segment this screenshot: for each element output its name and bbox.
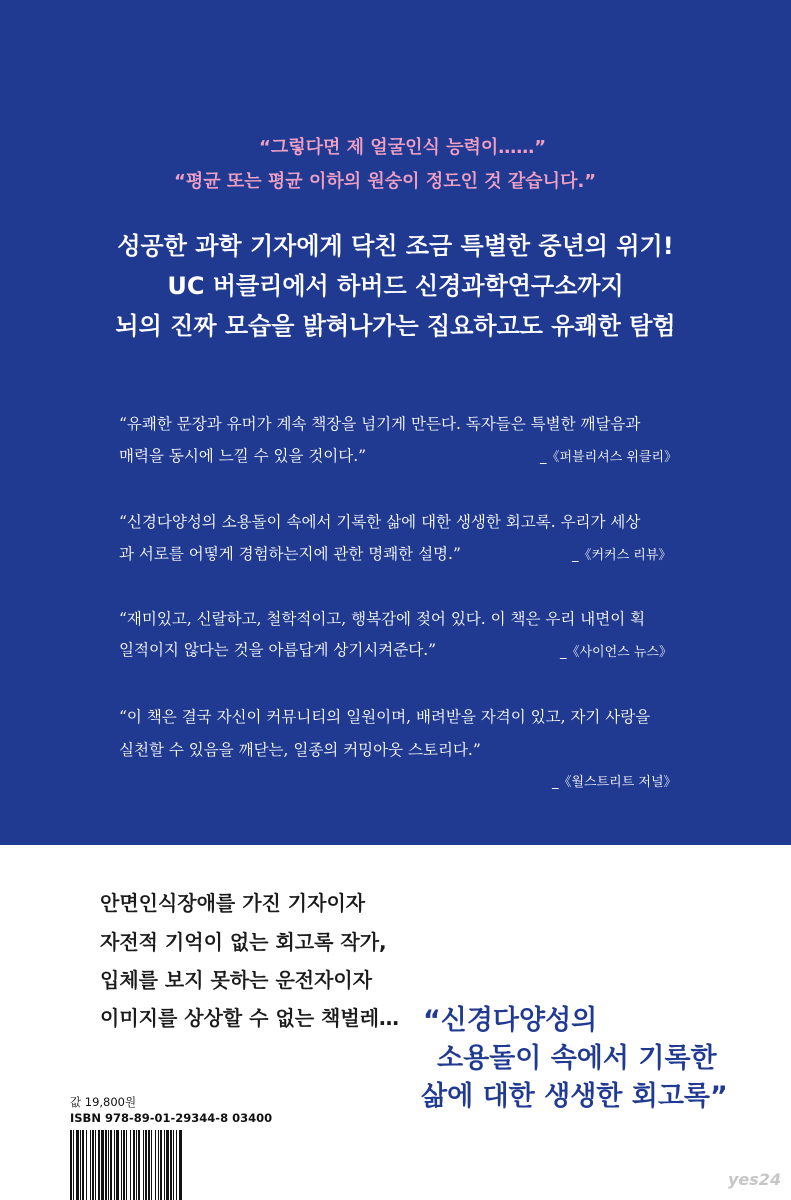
review-text-line: 실천할 수 있음을 깨닫는, 일종의 커밍아웃 스토리다.” xyxy=(119,741,481,759)
intro-line-1: 안면인식장애를 가진 기자이자 xyxy=(100,891,366,915)
pull-quote-line-1: “신경다양성의 xyxy=(423,1005,598,1036)
headline-line-2: UC 버클리에서 하버드 신경과학연구소까지 xyxy=(167,272,624,300)
review-text-line: 과 서로를 어떻게 경험하는지에 관한 명쾌한 설명.” xyxy=(119,545,461,563)
review-source: _《월스트리트 저널》 xyxy=(552,775,677,790)
barcode-space xyxy=(182,1130,183,1200)
review-source: _《사이언스 뉴스》 xyxy=(560,645,672,660)
review-source: _《퍼블리셔스 위클리》 xyxy=(540,450,678,465)
intro-line-3: 입체를 보지 못하는 운전자이자 xyxy=(100,968,373,992)
review-source: _《커커스 리뷰》 xyxy=(572,548,672,563)
yes24-watermark-logo: yes24 xyxy=(728,1170,782,1189)
review-text-line: “유쾌한 문장과 유머가 계속 책장을 넘기게 만든다. 독자들은 특별한 깨달음과 xyxy=(119,415,641,433)
top-quote-line-1: “그렇다면 제 얼굴인식 능력이……” xyxy=(259,137,547,158)
isbn-label: ISBN 978-89-01-29344-8 03400 xyxy=(70,1111,273,1125)
intro-line-4: 이미지를 상상할 수 없는 책벌레… xyxy=(100,1006,400,1030)
price-label: 값 19,800원 xyxy=(70,1095,137,1109)
review-text-line: 일적이지 않다는 것을 아름답게 상기시켜준다.” xyxy=(119,641,437,659)
top-quote-line-2: “평균 또는 평균 이하의 원숭이 정도인 것 같습니다.” xyxy=(174,171,597,192)
review-text-line: “재미있고, 신랄하고, 철학적이고, 행복감에 젖어 있다. 이 책은 우리 내면이 획 xyxy=(119,610,646,628)
pull-quote-line-2: 소용돌이 속에서 기록한 xyxy=(437,1043,717,1074)
pull-quote-line-3: 삶에 대한 생생한 회고록” xyxy=(421,1081,728,1112)
headline-line-1: 성공한 과학 기자에게 닥친 조금 특별한 중년의 위기! xyxy=(117,232,674,260)
review-text-line: “이 책은 결국 자신이 커뮤니티의 일원이며, 배려받을 자격이 있고, 자기 사랑을 xyxy=(119,708,651,726)
intro-line-2: 자전적 기억이 없는 회고록 작가, xyxy=(100,930,387,954)
barcode xyxy=(70,1130,285,1200)
review-text-line: 매력을 동시에 느낄 수 있을 것이다.” xyxy=(119,447,367,465)
review-text-line: “신경다양성의 소용돌이 속에서 기록한 삶에 대한 생생한 회고록. 우리가 세상 xyxy=(119,513,641,531)
headline-line-3: 뇌의 진짜 모습을 밝혀나가는 집요하고도 유쾌한 탐험 xyxy=(115,312,676,340)
